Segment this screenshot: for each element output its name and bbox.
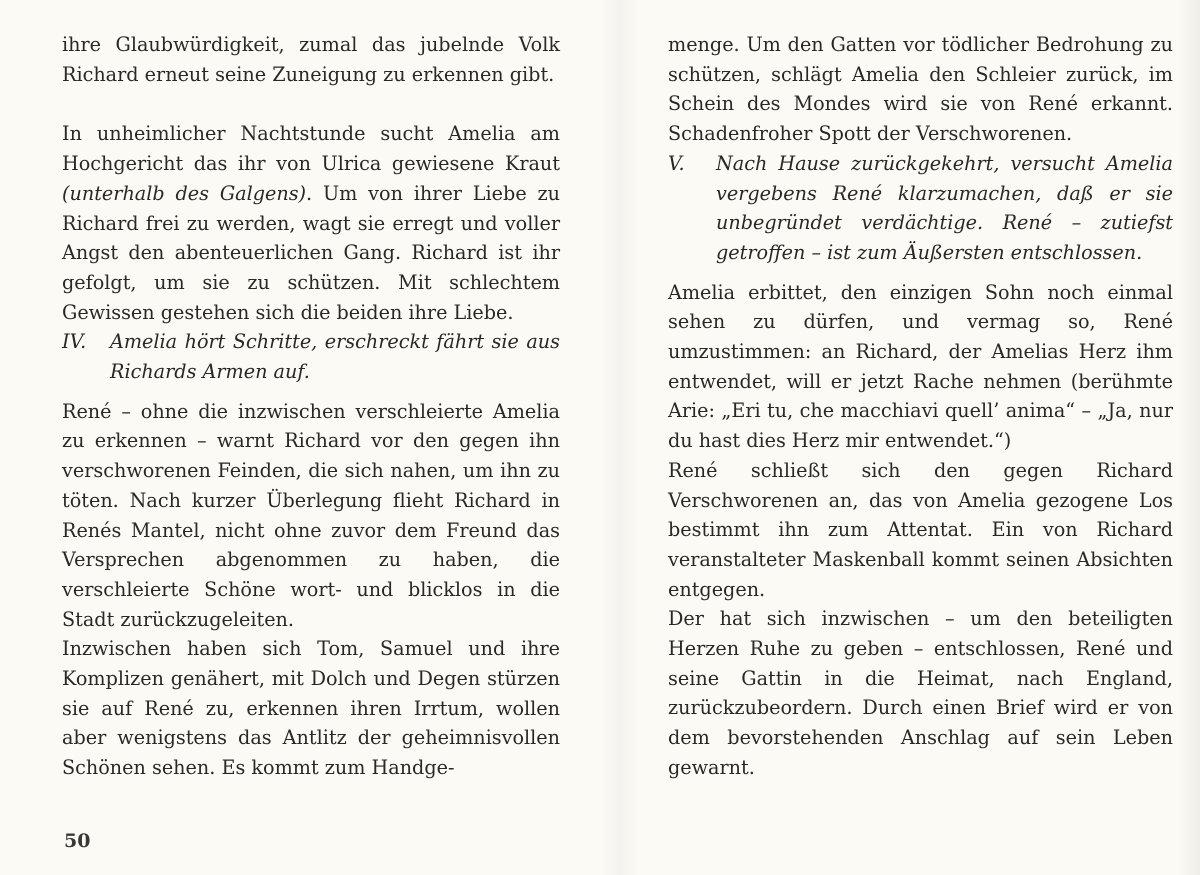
right-paragraph-2: Amelia erbittet, den einzigen Sohn noch einmal sehen zu dürfen, und vermag so, René umzustimmen: an Richard, der Amelias Herz ihm entwendet, will er jetzt Rache nehmen (berühmte Arie: „Eri tu, che macchiavi quell’ anima“ – „Ja, nur du hast dies Herz mir entwendet.“) xyxy=(668,280,1173,453)
act-v-summary xyxy=(668,149,1173,268)
page-number: 50 xyxy=(64,830,91,852)
left-paragraph-1: ihre Glaubwürdigkeit, zumal das jubelnde Volk Richard erneut seine Zuneigung zu erkennen gibt. xyxy=(62,33,560,86)
right-paragraph-4: Der hat sich inzwischen – um den beteiligten Herzen Ruhe zu geben – entschlossen, René und seine Gattin in die Heimat, nach England, zurückzubeordern. Durch einen Brief wird er von dem bevorstehenden Anschlag auf sein Leben gewarnt. xyxy=(668,607,1173,779)
left-paragraph-4: Inzwischen haben sich Tom, Samuel und ihre Komplizen genähert, mit Dolch und Degen stürzen sie auf René zu, erkennen ihren Irrtum, wollen aber wenigstens das Antlitz der geheimnisvollen Schönen sehen. Es kommt zum Handge- xyxy=(62,637,560,780)
act-iv-text: Amelia hört Schritte, erschreckt fährt sie aus Richards Armen auf. xyxy=(110,330,560,384)
left-paragraph-2-italic: (unterhalb des Galgens) xyxy=(62,181,307,205)
left-page xyxy=(62,30,560,783)
right-page xyxy=(668,30,1173,783)
book-gutter xyxy=(600,0,640,875)
left-paragraph-3: René – ohne die inzwischen verschleierte Amelia zu erkennen – warnt Richard vor den gegen ihn verschworenen Feinden, die sich nahen, um ihn zu töten. Nach kurzer Überlegung flieht Richard in Renés Mantel, nicht ohne zuvor dem Freund das Versprechen abgenommen zu haben, die verschleierte Schöne wort- und blicklos in die Stadt zurückzugeleiten. xyxy=(62,399,560,631)
page-edge-shadow xyxy=(1178,0,1200,875)
left-paragraph-2 xyxy=(62,119,560,327)
act-v-number: V. xyxy=(668,151,685,175)
left-paragraph-2-end: . Um von ihrer Liebe zu Richard frei zu werden, wagt sie erregt und voller Angst den abenteuerlichen Gang. Richard ist ihr gefolgt, um sie zu schützen. Mit schlechtem Gewissen gestehen sich die beiden ihre Liebe. xyxy=(62,181,560,324)
right-paragraph-1: menge. Um den Gatten vor tödlicher Bedrohung zu schützen, schlägt Amelia den Schleier zurück, im Schein des Mondes wird sie von René erkannt. Schadenfroher Spott der Verschworenen. xyxy=(668,33,1173,146)
act-iv-number: IV. xyxy=(62,330,87,354)
left-paragraph-2-start: In unheimlicher Nachtstunde sucht Amelia am Hochgericht das ihr von Ulrica gewiesene Kraut xyxy=(62,122,560,176)
right-paragraph-3: René schließt sich den gegen Richard Verschworenen an, das von Amelia gezogene Los bestimmt ihn zum Attentat. Ein von Richard veranstalteter Maskenball kommt seinen Absichten entgegen. xyxy=(668,458,1173,601)
act-v-text: Nach Hause zurückgekehrt, versucht Amelia vergebens René klarzumachen, daß er sie unbegründet verdächtige. René – zutiefst getroffen – ist zum Äußersten entschlossen. xyxy=(716,151,1173,264)
act-iv-summary xyxy=(62,327,560,386)
